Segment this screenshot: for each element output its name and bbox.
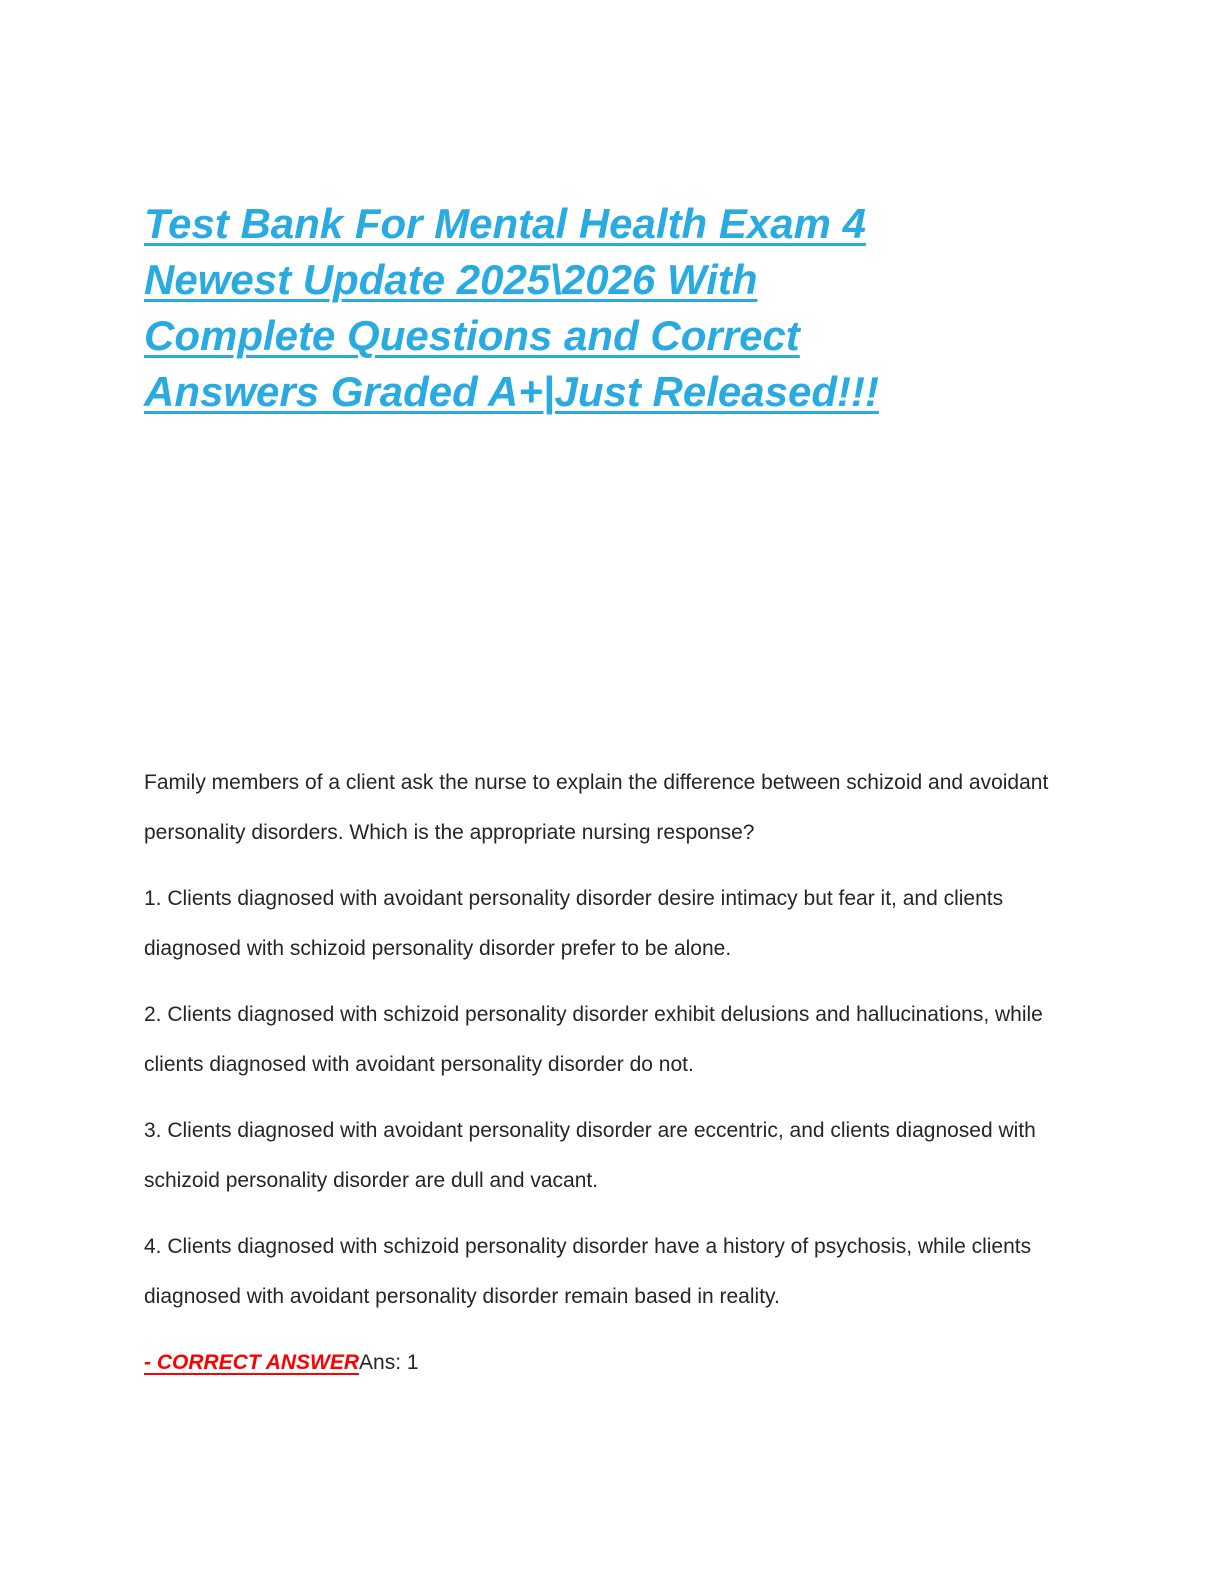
option-1: 1. Clients diagnosed with avoidant personality disorder desire intimacy but fear it, and clients diagnosed with schizoid personality disorder prefer to be alone. bbox=[144, 887, 1004, 960]
document-body bbox=[144, 758, 1080, 1388]
answer-value: Ans: 1 bbox=[359, 1351, 419, 1374]
document-title: Test Bank For Mental Health Exam 4 Newest Update 2025\2026 With Complete Questions and Correct Answers Graded A+|Just Released!!! bbox=[144, 200, 879, 415]
correct-answer-label: - CORRECT ANSWER bbox=[144, 1351, 360, 1374]
option-3: 3. Clients diagnosed with avoidant personality disorder are eccentric, and clients diagnosed with schizoid personality disorder are dull and vacant. bbox=[144, 1119, 1036, 1192]
option-4: 4. Clients diagnosed with schizoid personality disorder have a history of psychosis, while clients diagnosed with avoidant personality disorder remain based in reality. bbox=[144, 1235, 1032, 1308]
answer-line bbox=[144, 1338, 1080, 1388]
question-text: Family members of a client ask the nurse to explain the difference between schizoid and avoidant personality disorders. Which is the appropriate nursing response? bbox=[144, 771, 1049, 844]
option-2: 2. Clients diagnosed with schizoid personality disorder exhibit delusions and hallucinations, while clients diagnosed with avoidant personality disorder do not. bbox=[144, 1003, 1043, 1076]
